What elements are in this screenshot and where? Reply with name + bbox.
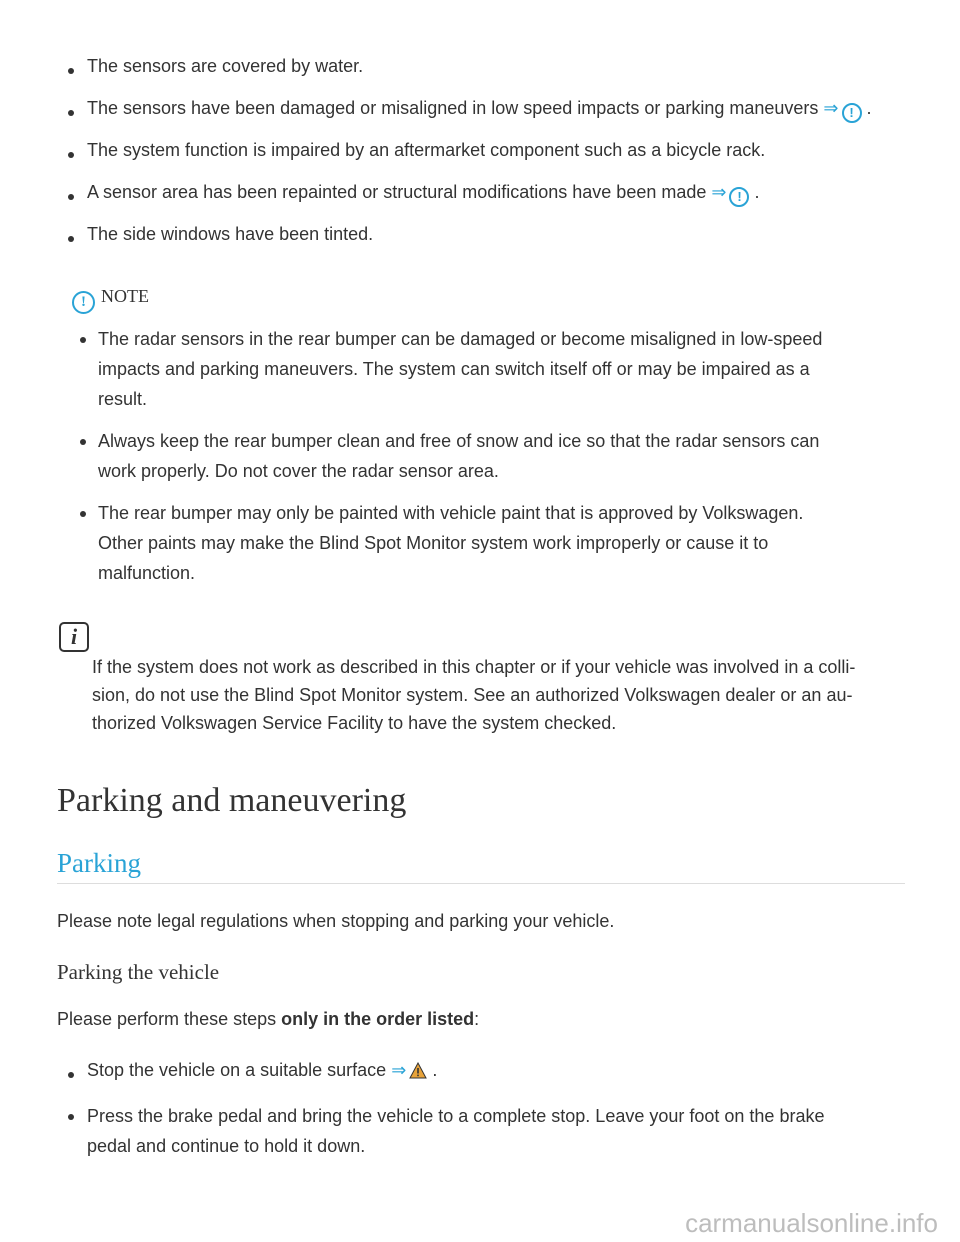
warning-triangle-icon bbox=[409, 1062, 427, 1079]
cross-reference-link[interactable] bbox=[823, 98, 861, 118]
cross-reference-link[interactable] bbox=[391, 1060, 427, 1080]
list-item bbox=[87, 224, 373, 245]
subsection-title: Parking bbox=[57, 848, 141, 878]
bullet-dot bbox=[80, 511, 86, 517]
list-item bbox=[98, 498, 803, 588]
steps-intro-emphasis: only in the order listed bbox=[281, 1009, 475, 1029]
note-line: Always keep the rear bumper clean and free of snow and ice so that the radar sensors can bbox=[98, 431, 820, 451]
sub-heading: Parking the vehicle bbox=[57, 960, 220, 984]
bullet-dot bbox=[68, 152, 74, 158]
ref-arrow: ⇒ bbox=[391, 1060, 407, 1080]
note-heading bbox=[72, 286, 149, 314]
info-line: sion, do not use the Blind Spot Monitor system. See an authorized Volkswagen dealer or an au- bbox=[92, 685, 853, 705]
steps-intro bbox=[57, 1009, 479, 1030]
steps-intro-tail: : bbox=[474, 1009, 480, 1029]
bullet-line: pedal and continue to hold it down. bbox=[87, 1136, 366, 1156]
list-item bbox=[98, 426, 819, 486]
note-line: impacts and parking maneuvers. The system can switch itself off or may be impaired as a bbox=[98, 359, 810, 379]
attention-icon: ! bbox=[729, 187, 749, 207]
list-item bbox=[98, 324, 822, 414]
note-line: Other paints may make the Blind Spot Monitor system work improperly or cause it to bbox=[98, 533, 769, 553]
note-line: result. bbox=[98, 389, 148, 409]
bullet-dot bbox=[68, 110, 74, 116]
bullet-dot bbox=[68, 1114, 74, 1120]
note-line: malfunction. bbox=[98, 563, 196, 583]
bullet-line: Press the brake pedal and bring the vehicle to a complete stop. Leave your foot on the brake bbox=[87, 1106, 825, 1126]
watermark: carmanualsonline.info bbox=[685, 1208, 938, 1238]
info-icon: i bbox=[59, 622, 89, 652]
list-item bbox=[87, 1060, 437, 1081]
ref-arrow: ⇒ bbox=[823, 98, 839, 118]
bullet-text: The sensors are covered by water. bbox=[87, 56, 364, 76]
note-line: work properly. Do not cover the radar sensor area. bbox=[98, 461, 499, 481]
bullet-text: A sensor area has been repainted or structural modifications have been made bbox=[87, 182, 707, 202]
bullet-text: The system function is impaired by an aftermarket component such as a bicycle rack. bbox=[87, 140, 766, 160]
note-line: The rear bumper may only be painted with vehicle paint that is approved by Volkswagen. bbox=[98, 503, 804, 523]
bullet-text: The side windows have been tinted. bbox=[87, 224, 374, 244]
bullet-dot bbox=[68, 194, 74, 200]
note-line: The radar sensors in the rear bumper can be damaged or become misaligned in low-speed bbox=[98, 329, 823, 349]
note-attention-icon: ! bbox=[72, 291, 95, 314]
cross-reference-link[interactable] bbox=[711, 182, 749, 202]
bullet-text: The sensors have been damaged or misaligned in low speed impacts or parking maneuvers bbox=[87, 98, 819, 118]
info-line: thorized Volkswagen Service Facility to have the system checked. bbox=[92, 713, 617, 733]
list-item bbox=[87, 140, 765, 161]
info-line: If the system does not work as described in this chapter or if your vehicle was involved in a colli- bbox=[92, 657, 856, 677]
attention-icon: ! bbox=[842, 103, 862, 123]
intro-paragraph: Please note legal regulations when stopping and parking your vehicle. bbox=[57, 911, 615, 931]
ref-arrow: ⇒ bbox=[711, 182, 727, 202]
bullet-dot bbox=[80, 439, 86, 445]
bullet-text: Stop the vehicle on a suitable surface bbox=[87, 1060, 387, 1080]
list-item bbox=[87, 56, 363, 77]
list-item bbox=[87, 1101, 824, 1161]
bullet-tail: . bbox=[866, 98, 872, 118]
bullet-dot bbox=[68, 68, 74, 74]
bullet-dot bbox=[68, 1072, 74, 1078]
bullet-dot bbox=[68, 236, 74, 242]
list-item bbox=[87, 182, 760, 207]
bullet-dot bbox=[80, 337, 86, 343]
steps-intro-text: Please perform these steps bbox=[57, 1009, 282, 1029]
section-title: Parking and maneuvering bbox=[57, 782, 407, 819]
bullet-tail: . bbox=[754, 182, 760, 202]
info-paragraph bbox=[92, 653, 855, 737]
divider bbox=[57, 883, 905, 884]
note-label: NOTE bbox=[101, 286, 149, 306]
list-item bbox=[87, 98, 872, 123]
bullet-tail: . bbox=[432, 1060, 438, 1080]
